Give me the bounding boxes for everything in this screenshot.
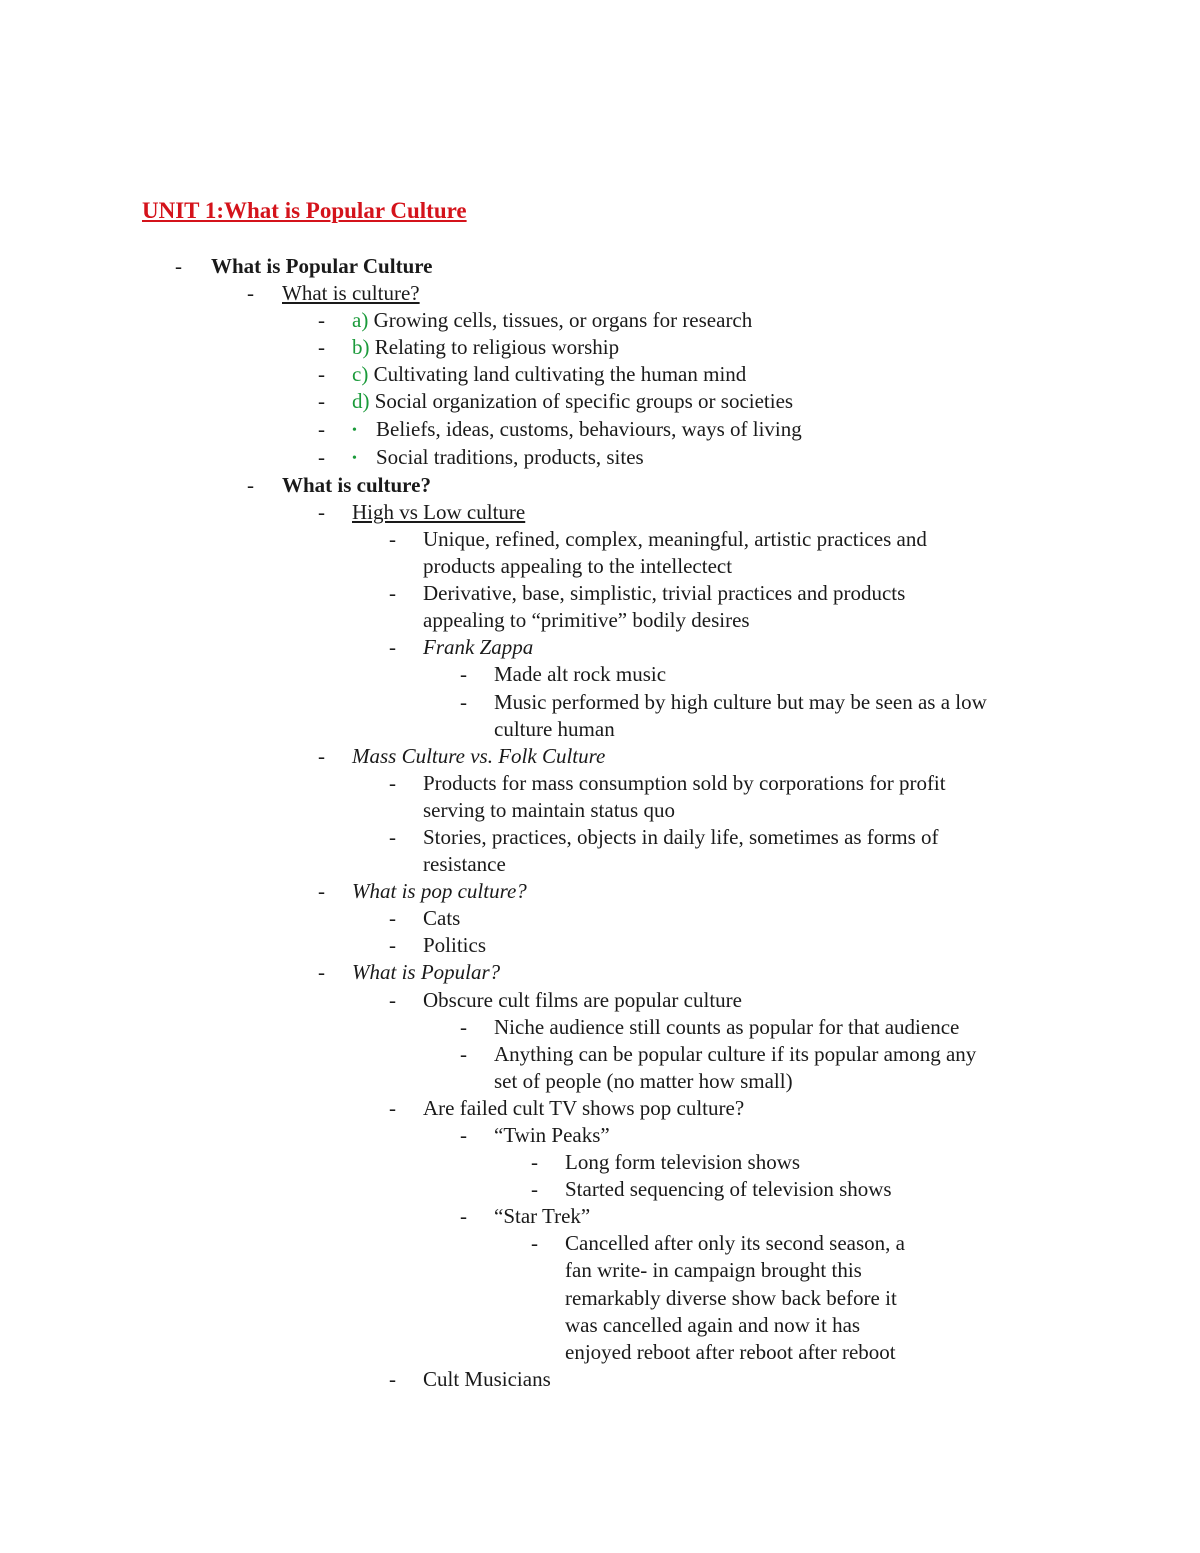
notes-outline <box>0 253 1200 1393</box>
bullet-marker: • <box>352 422 357 438</box>
outline-text <box>211 253 1200 280</box>
dash-bullet: - <box>318 389 325 414</box>
outline-item <box>0 1014 1200 1041</box>
dash-bullet: - <box>460 1041 467 1066</box>
outline-item <box>0 1041 1200 1095</box>
outline-item <box>0 634 1200 661</box>
outline-text <box>494 1014 1200 1041</box>
outline-item <box>0 361 1200 388</box>
outline-text-content: was cancelled again and now it has <box>565 1312 861 1337</box>
outline-text-content: What is culture? <box>282 472 431 497</box>
dash-bullet: - <box>318 743 325 768</box>
outline-text-content: Niche audience still counts as popular for that audience <box>494 1014 960 1039</box>
outline-text-content: Derivative, base, simplistic, trivial practices and products <box>423 581 906 606</box>
outline-text <box>423 851 1200 878</box>
dash-bullet: - <box>389 824 396 849</box>
dash-bullet: - <box>531 1150 538 1175</box>
outline-text-content: What is culture? <box>282 281 420 306</box>
outline-text-content: Relating to religious worship <box>369 335 620 360</box>
outline-text <box>494 1122 1200 1149</box>
outline-text-content: Started sequencing of television shows <box>565 1177 892 1202</box>
outline-text-content: set of people (no matter how small) <box>494 1068 793 1093</box>
outline-item <box>0 1366 1200 1393</box>
outline-item <box>0 1149 1200 1176</box>
outline-text <box>565 1257 1200 1284</box>
outline-text <box>423 932 1200 959</box>
outline-text-content: Are failed cult TV shows pop culture? <box>423 1095 745 1120</box>
outline-text <box>423 634 1200 661</box>
dash-bullet: - <box>389 1366 396 1391</box>
outline-item <box>0 1095 1200 1122</box>
outline-text <box>565 1285 1200 1312</box>
outline-text-content: Cats <box>423 906 461 931</box>
dash-bullet: - <box>247 472 254 497</box>
letter-marker: c) <box>352 362 369 387</box>
outline-item <box>0 472 1200 499</box>
outline-text <box>423 580 1200 607</box>
outline-text <box>423 797 1200 824</box>
outline-item <box>0 932 1200 959</box>
outline-text-content: Cancelled after only its second season, a <box>565 1231 905 1256</box>
outline-text <box>494 1068 1200 1095</box>
outline-item <box>0 334 1200 361</box>
outline-item <box>0 1230 1200 1365</box>
outline-text <box>352 361 1200 388</box>
outline-text-content: Music performed by high culture but may be seen as a low <box>494 689 987 714</box>
dash-bullet: - <box>318 362 325 387</box>
outline-text <box>565 1312 1200 1339</box>
outline-text-content: High vs Low culture <box>352 499 526 524</box>
dash-bullet: - <box>389 933 396 958</box>
outline-text <box>494 1041 1200 1068</box>
outline-text <box>423 526 1200 553</box>
outline-text <box>352 334 1200 361</box>
dash-bullet: - <box>460 1204 467 1229</box>
outline-text <box>494 661 1200 688</box>
outline-text <box>565 1230 1200 1257</box>
outline-item <box>0 824 1200 878</box>
outline-text <box>352 743 1200 770</box>
outline-text <box>423 987 1200 1014</box>
dash-bullet: - <box>460 1123 467 1147</box>
outline-text <box>423 824 1200 851</box>
outline-text <box>352 959 1200 986</box>
outline-text-content: “Star Trek” <box>494 1204 591 1229</box>
dash-bullet: - <box>389 581 396 606</box>
outline-text <box>352 878 1200 905</box>
outline-text <box>494 1203 1200 1230</box>
outline-text-content: remarkably diverse show back before it <box>565 1285 897 1310</box>
outline-item <box>0 905 1200 932</box>
outline-text-content: What is Popular Culture <box>211 254 433 278</box>
outline-text-content: “Twin Peaks” <box>494 1123 610 1147</box>
outline-text-content: culture human <box>494 716 615 741</box>
outline-text-content: Long form television shows <box>565 1150 801 1175</box>
dash-bullet: - <box>389 987 396 1012</box>
outline-item <box>0 307 1200 334</box>
dash-bullet: - <box>247 281 254 306</box>
outline-text <box>352 388 1200 415</box>
outline-item <box>0 689 1200 743</box>
bullet-marker: • <box>352 450 357 466</box>
dash-bullet: - <box>318 499 325 524</box>
outline-text <box>423 905 1200 932</box>
outline-item <box>0 526 1200 580</box>
outline-text-content: Made alt rock music <box>494 662 667 687</box>
outline-item <box>0 1203 1200 1230</box>
outline-text <box>494 689 1200 716</box>
outline-text <box>423 1095 1200 1122</box>
outline-text <box>565 1339 1200 1366</box>
outline-item <box>0 743 1200 770</box>
outline-item <box>0 661 1200 688</box>
dash-bullet: - <box>318 308 325 333</box>
dash-bullet: - <box>318 335 325 360</box>
outline-item <box>0 444 1200 472</box>
outline-text-content: Social traditions, products, sites <box>376 444 644 469</box>
outline-text-content: Politics <box>423 933 487 958</box>
outline-text-content: fan write- in campaign brought this <box>565 1258 862 1283</box>
outline-item <box>0 770 1200 824</box>
outline-text <box>423 553 1200 580</box>
outline-text <box>352 307 1200 334</box>
outline-text-content: Cultivating land cultivating the human mind <box>368 362 747 387</box>
outline-text <box>423 1366 1200 1393</box>
outline-item <box>0 499 1200 526</box>
dash-bullet: - <box>389 770 396 795</box>
dash-bullet: - <box>318 444 325 469</box>
dash-bullet: - <box>531 1231 538 1256</box>
outline-text <box>282 472 1200 499</box>
outline-text-content: serving to maintain status quo <box>423 797 675 822</box>
outline-item <box>0 987 1200 1014</box>
outline-text-content: resistance <box>423 852 506 877</box>
outline-text-content: What is Popular? <box>352 960 501 985</box>
outline-text-content: products appealing to the intellectect <box>423 554 733 579</box>
outline-text-content: Growing cells, tissues, or organs for research <box>368 308 753 333</box>
letter-marker: a) <box>352 308 369 333</box>
outline-item <box>0 1122 1200 1149</box>
outline-item <box>0 388 1200 415</box>
outline-text <box>423 607 1200 634</box>
outline-item <box>0 580 1200 634</box>
outline-text-content: Obscure cult films are popular culture <box>423 987 742 1012</box>
outline-text <box>352 416 1200 444</box>
dash-bullet: - <box>460 689 467 714</box>
outline-text-content: Frank Zappa <box>423 635 534 660</box>
outline-item <box>0 253 1200 280</box>
outline-text <box>282 280 1200 307</box>
outline-text-content: Stories, practices, objects in daily life, sometimes as forms of <box>423 824 939 849</box>
outline-item <box>0 878 1200 905</box>
outline-text <box>423 770 1200 797</box>
unit-title: UNIT 1:What is Popular Culture <box>142 198 467 223</box>
dash-bullet: - <box>460 662 467 687</box>
outline-item <box>0 280 1200 307</box>
dash-bullet: - <box>389 635 396 660</box>
outline-text-content: Products for mass consumption sold by corporations for profit <box>423 770 946 795</box>
outline-text-content: Mass Culture vs. Folk Culture <box>352 743 606 768</box>
outline-text <box>352 499 1200 526</box>
outline-text-content: appealing to “primitive” bodily desires <box>423 608 750 633</box>
dash-bullet: - <box>389 1095 396 1120</box>
dash-bullet: - <box>460 1014 467 1039</box>
outline-text-content: Social organization of specific groups or societies <box>369 389 794 414</box>
outline-item <box>0 416 1200 444</box>
outline-text-content: Beliefs, ideas, customs, behaviours, ways of living <box>376 416 802 441</box>
outline-text <box>565 1176 1200 1203</box>
outline-text <box>352 444 1200 472</box>
letter-marker: d) <box>352 389 370 414</box>
dash-bullet: - <box>318 960 325 985</box>
outline-text-content: Anything can be popular culture if its popular among any <box>494 1041 977 1066</box>
outline-text <box>494 716 1200 743</box>
letter-marker: b) <box>352 335 370 360</box>
outline-item <box>0 1176 1200 1203</box>
outline-text-content: What is pop culture? <box>352 879 527 904</box>
dash-bullet: - <box>531 1177 538 1202</box>
outline-text <box>565 1149 1200 1176</box>
outline-text-content: Cult Musicians <box>423 1366 551 1391</box>
dash-bullet: - <box>318 416 325 441</box>
dash-bullet: - <box>318 879 325 904</box>
outline-item <box>0 959 1200 986</box>
outline-text-content: enjoyed reboot after reboot after reboot <box>565 1339 896 1364</box>
dash-bullet: - <box>175 254 182 278</box>
dash-bullet: - <box>389 526 396 551</box>
outline-text-content: Unique, refined, complex, meaningful, artistic practices and <box>423 526 927 551</box>
dash-bullet: - <box>389 906 396 931</box>
